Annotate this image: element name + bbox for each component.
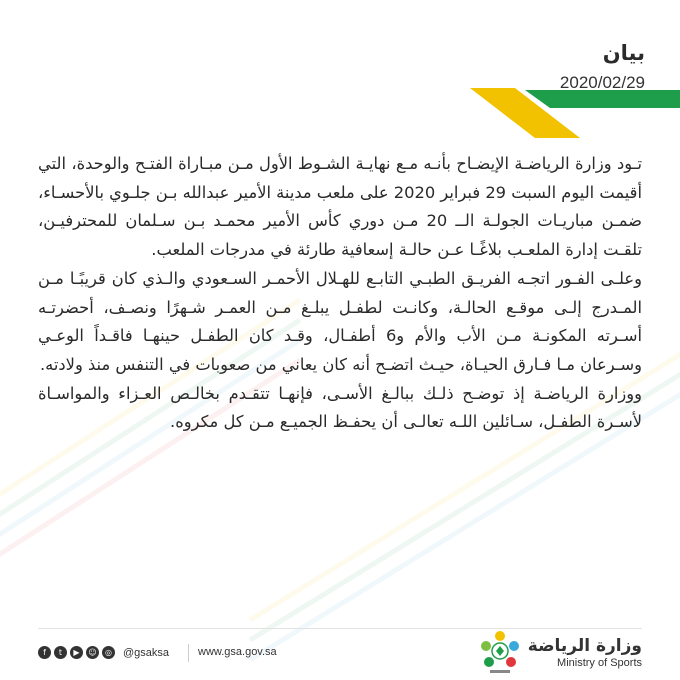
website-link[interactable]: www.gsa.gov.sa [198, 646, 277, 658]
statement-paragraph-3: ووزارة الرياضـة إذ توضـح ذلـك ببالـغ الأسـى، فإنهـا تتقـدم بخالـص العـزاء والمواسـاة لأسـرة الطفـل، سـائلين اللـه تعالـى أن يحفـظ الجميـع مـن كل مكروه. [38, 383, 642, 432]
snapchat-icon[interactable]: ☺ [86, 646, 99, 659]
statement-date: 2020/02/29 [559, 73, 645, 92]
header [445, 40, 645, 94]
youtube-icon[interactable]: ▶ [70, 646, 83, 659]
statement-paragraph-1: تـود وزارة الرياضـة الإيضـاح بأنـه مـع نهايـة الشـوط الأول مـن مبـاراة الفتـح والوحدة، التي أقيمت اليوم السبت 29 فبراير 2020 على ملعب مدينة الأمير عبدالله بـن جلـوي بالأحسـاء، ضمـن مباريـات الجولـة الــ 20 مـن دوري كأس الأمير محمـد بـن سـلمان للمحترفيـن، تلقـت إدارة الملعـب بلاغًـا عـن حالـة إسعافية طارئة في مدرجات الملعب. [38, 154, 642, 260]
twitter-icon[interactable]: t [54, 646, 67, 659]
instagram-icon[interactable]: ◎ [102, 646, 115, 659]
social-links [38, 646, 169, 659]
statement-body [38, 150, 642, 437]
footer-separator [188, 644, 189, 662]
logo-arabic-text: وزارة الرياضة [527, 636, 642, 656]
social-handle[interactable]: @gsaksa [123, 646, 170, 659]
ministry-emblem-icon [478, 628, 522, 678]
page-title: بيان [602, 41, 645, 65]
statement-paragraph-2: وعلـى الفـور اتجـه الفريـق الطبـي التابـع للهـلال الأحمـر السـعودي والـذي كان قريبًـا مـن المـدرج إلـى موقـع الحالـة، وكانـت لطفـل يبلـغ مـن العمـر شـهرًا ونصـف، أحضرتـه أسـرته المكونـة مـن الأب والأم و6 أطفـال، وقـد كان الطفـل حينهـا فاقـداً الوعـي وسـرعان مـا فـارق الحيـاة، حيـث اتضـح أنه كان يعاني من صعوبات في التنفس منذ ولادته. [38, 268, 642, 374]
ministry-logo [478, 628, 642, 678]
footer [38, 622, 642, 680]
logo-english-text: Ministry of Sports [557, 657, 642, 669]
facebook-icon[interactable]: f [38, 646, 51, 659]
